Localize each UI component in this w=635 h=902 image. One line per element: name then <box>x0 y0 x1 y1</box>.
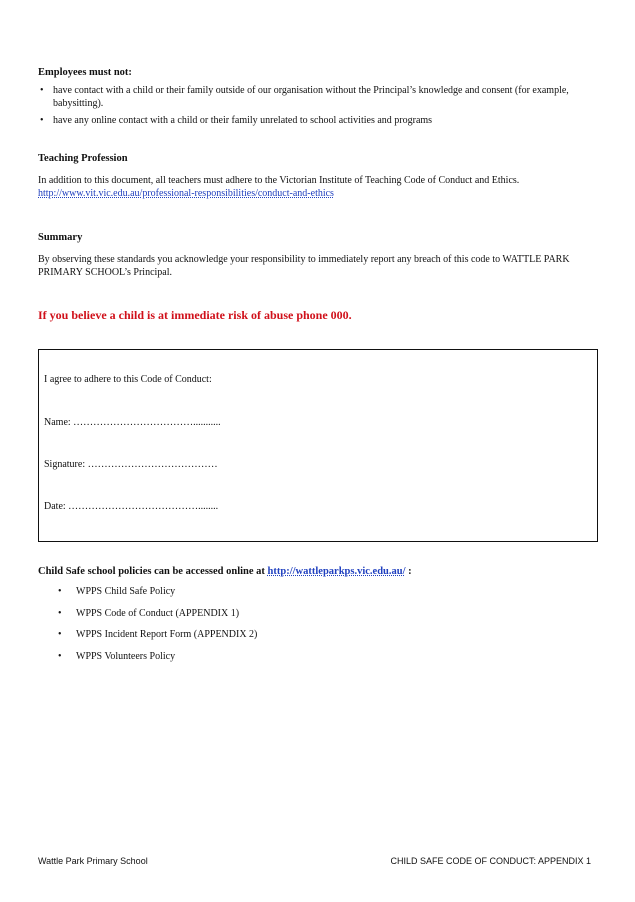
teaching-heading: Teaching Profession <box>38 153 128 164</box>
summary-text: By observing these standards you acknowledge your responsibility to immediately report any breach of this code to WATTLE PARK PRIMARY SCHOOL’s Principal. <box>38 254 570 278</box>
bullet-icon: • <box>40 115 44 126</box>
school-website-link[interactable]: http://wattleparkps.vic.edu.au/ <box>267 566 406 577</box>
list-item: • have any online contact with a child or their family unrelated to school activities and programs <box>40 115 433 126</box>
agreement-box <box>38 349 598 542</box>
list-item: • WPPS Code of Conduct (APPENDIX 1) <box>58 607 240 619</box>
list-item: • WPPS Volunteers Policy <box>58 650 176 662</box>
agreement-intro: I agree to adhere to this Code of Conduct: <box>44 374 212 385</box>
list-item: • have contact with a child or their family outside of our organisation without the Principal’s knowledge and consent (for example, babysitting). <box>40 85 569 109</box>
list-item: • WPPS Incident Report Form (APPENDIX 2) <box>58 629 258 640</box>
bullet-icon: • <box>40 85 44 96</box>
policies-intro: Child Safe school policies can be accessed online at http://wattleparkps.vic.edu.au/ : <box>38 566 412 577</box>
footer-left: Wattle Park Primary School <box>38 856 148 866</box>
bullet-icon: • <box>58 607 62 619</box>
bullet-icon: • <box>58 586 62 597</box>
employees-heading: Employees must not: <box>38 67 132 78</box>
date-field[interactable]: Date: …………………………………........ <box>44 501 219 512</box>
name-field[interactable]: Name: ………………………………........... <box>44 417 221 428</box>
signature-field[interactable]: Signature: ………………………………… <box>44 459 218 470</box>
policies-list <box>38 585 558 671</box>
bullet-icon: • <box>58 629 62 640</box>
footer-right: CHILD SAFE CODE OF CONDUCT: APPENDIX 1 <box>390 856 591 866</box>
vit-conduct-link[interactable]: http://www.vit.vic.edu.au/professional-responsibilities/conduct-and-ethics <box>38 188 334 199</box>
employees-bullet-list <box>38 84 598 131</box>
teaching-text: In addition to this document, all teachers must adhere to the Victorian Institute of Teaching Code of Conduct and Ethics. http://www.vit.vic.edu.au/professional-responsibilities/conduct-and-ethics <box>38 175 520 199</box>
summary-heading: Summary <box>38 232 83 243</box>
emergency-alert: If you believe a child is at immediate risk of abuse phone 000. <box>38 308 352 322</box>
bullet-icon: • <box>58 650 62 662</box>
list-item: • WPPS Child Safe Policy <box>58 586 176 597</box>
